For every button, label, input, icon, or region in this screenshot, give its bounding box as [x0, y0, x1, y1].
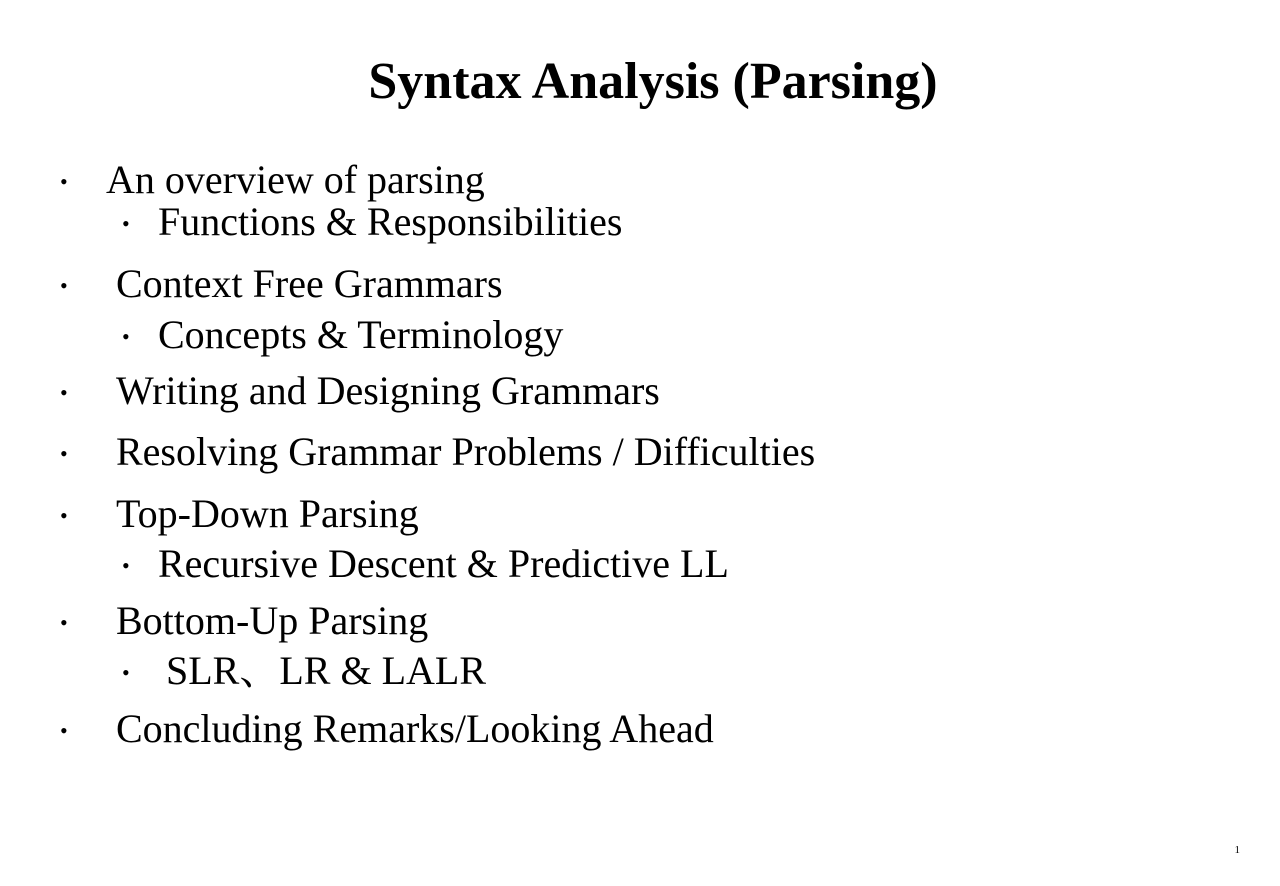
outline-item: Concluding Remarks/Looking Ahead [116, 706, 714, 751]
outline-subitem: Functions & Responsibilities [158, 199, 623, 244]
bullet-icon: • [122, 660, 130, 685]
bullet-icon: • [60, 441, 68, 466]
outline-subitem: Concepts & Terminology [158, 312, 564, 357]
bullet-icon: • [60, 610, 68, 635]
page-number: 1 [1234, 844, 1240, 856]
bullet-icon: • [60, 169, 68, 194]
bullet-icon: • [122, 324, 130, 349]
outline-item: An overview of parsing [106, 157, 485, 202]
outline-item: Context Free Grammars [116, 261, 503, 306]
bullet-icon: • [60, 273, 68, 298]
outline-item: Resolving Grammar Problems / Difficulties [116, 429, 816, 474]
bullet-icon: • [122, 553, 130, 578]
outline-item: Top-Down Parsing [116, 491, 419, 536]
bullet-icon: • [60, 718, 68, 743]
bullet-icon: • [122, 211, 130, 236]
outline-subitem: Recursive Descent & Predictive LL [158, 541, 729, 586]
outline-item: Writing and Designing Grammars [116, 368, 660, 413]
outline-subitem: SLR、LR & LALR [166, 648, 487, 693]
slide-title: Syntax Analysis (Parsing) [368, 53, 938, 110]
bullet-icon: • [60, 503, 68, 528]
outline-item: Bottom-Up Parsing [116, 598, 429, 643]
bullet-icon: • [60, 380, 68, 405]
